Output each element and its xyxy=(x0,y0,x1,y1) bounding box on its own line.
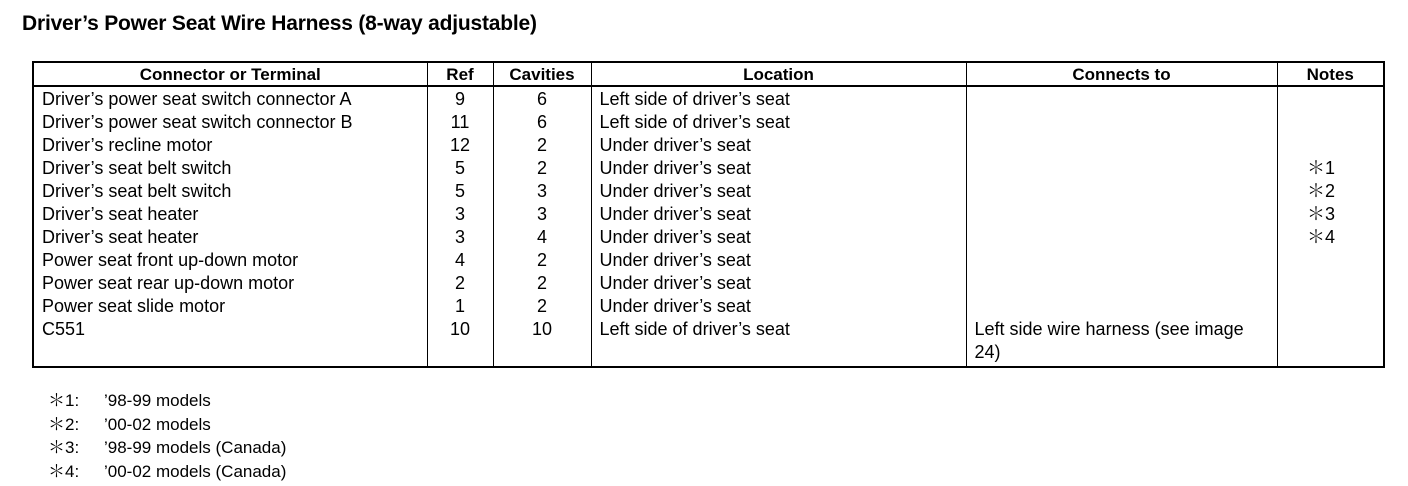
footnote-key: ＊4: xyxy=(48,461,80,481)
cell-ref: 9 xyxy=(427,86,493,111)
cell-ref: 12 xyxy=(427,134,493,157)
cell-connector: Power seat slide motor xyxy=(34,295,427,318)
table-header-row xyxy=(34,63,1383,86)
table-row xyxy=(34,249,1383,272)
cell-cavities: 6 xyxy=(493,111,591,134)
table-row xyxy=(34,86,1383,111)
cell-connects-to xyxy=(966,295,1277,318)
cell-location: Under driver’s seat xyxy=(591,203,966,226)
cell-cavities: 4 xyxy=(493,226,591,249)
cell-connector: Driver’s recline motor xyxy=(34,134,427,157)
cell-notes xyxy=(1277,295,1383,318)
footnote xyxy=(48,413,286,437)
table-row xyxy=(34,157,1383,180)
cell-cavities: 2 xyxy=(493,249,591,272)
cell-notes xyxy=(1277,249,1383,272)
cell-cavities: 3 xyxy=(493,203,591,226)
cell-cavities: 2 xyxy=(493,272,591,295)
cell-location: Under driver’s seat xyxy=(591,249,966,272)
footnote xyxy=(48,460,286,484)
cell-notes xyxy=(1277,272,1383,295)
cell-connector: Driver’s seat heater xyxy=(34,203,427,226)
header-connects-to: Connects to xyxy=(966,63,1277,86)
cell-ref: 11 xyxy=(427,111,493,134)
cell-connector: Power seat rear up-down motor xyxy=(34,272,427,295)
cell-location: Under driver’s seat xyxy=(591,180,966,203)
cell-location: Under driver’s seat xyxy=(591,295,966,318)
footnotes xyxy=(48,389,286,483)
cell-location: Under driver’s seat xyxy=(591,226,966,249)
footnote-text: ’98-99 models (Canada) xyxy=(104,438,287,457)
cell-notes xyxy=(1277,111,1383,134)
cell-connector: Driver’s seat belt switch xyxy=(34,180,427,203)
cell-connector: C551 xyxy=(34,318,427,366)
cell-connector: Power seat front up-down motor xyxy=(34,249,427,272)
harness-table-frame xyxy=(32,61,1385,368)
cell-location: Under driver’s seat xyxy=(591,134,966,157)
table-row xyxy=(34,111,1383,134)
header-cavities: Cavities xyxy=(493,63,591,86)
cell-ref: 5 xyxy=(427,180,493,203)
table-row xyxy=(34,272,1383,295)
cell-ref: 3 xyxy=(427,203,493,226)
cell-connector: Driver’s power seat switch connector A xyxy=(34,86,427,111)
header-connector: Connector or Terminal xyxy=(34,63,427,86)
cell-notes xyxy=(1277,134,1383,157)
cell-ref: 3 xyxy=(427,226,493,249)
cell-notes xyxy=(1277,86,1383,111)
footnote-text: ’00-02 models (Canada) xyxy=(104,461,287,481)
cell-ref: 4 xyxy=(427,249,493,272)
cell-cavities: 2 xyxy=(493,157,591,180)
cell-location: Under driver’s seat xyxy=(591,272,966,295)
footnote-text: ’98-99 models xyxy=(104,391,211,410)
harness-table xyxy=(34,63,1383,366)
table-row xyxy=(34,203,1383,226)
cell-connects-to xyxy=(966,134,1277,157)
cell-connector: Driver’s seat heater xyxy=(34,226,427,249)
cell-ref: 1 xyxy=(427,295,493,318)
cell-notes: ＊2 xyxy=(1306,181,1335,201)
footnote-text: ’00-02 models xyxy=(104,414,211,434)
cell-notes: ＊1 xyxy=(1306,158,1335,178)
table-row xyxy=(34,226,1383,249)
cell-cavities: 10 xyxy=(493,318,591,366)
table-row xyxy=(34,318,1383,366)
cell-connects-to xyxy=(966,157,1277,180)
cell-connects-to: Left side wire harness (see image 24) xyxy=(966,318,1277,366)
footnote xyxy=(48,436,286,460)
footnote-key: ＊2: xyxy=(48,414,80,434)
cell-connector: Driver’s seat belt switch xyxy=(34,157,427,180)
cell-location: Left side of driver’s seat xyxy=(591,111,966,134)
cell-notes: ＊4 xyxy=(1306,227,1335,247)
header-location: Location xyxy=(591,63,966,86)
cell-connects-to xyxy=(966,249,1277,272)
table-body xyxy=(34,86,1383,366)
cell-cavities: 2 xyxy=(493,295,591,318)
cell-connects-to xyxy=(966,86,1277,111)
footnote-key: ＊3: xyxy=(48,438,80,457)
table-row xyxy=(34,295,1383,318)
cell-ref: 2 xyxy=(427,272,493,295)
cell-connects-to xyxy=(966,272,1277,295)
footnote-key: ＊1: xyxy=(48,391,80,410)
cell-connector: Driver’s power seat switch connector B xyxy=(34,111,427,134)
cell-cavities: 6 xyxy=(493,86,591,111)
cell-connects-to xyxy=(966,203,1277,226)
cell-cavities: 3 xyxy=(493,180,591,203)
footnote xyxy=(48,389,286,413)
header-notes: Notes xyxy=(1277,63,1383,86)
cell-ref: 10 xyxy=(427,318,493,366)
cell-connects-to xyxy=(966,111,1277,134)
table-row xyxy=(34,134,1383,157)
cell-location: Left side of driver’s seat xyxy=(591,318,966,366)
header-ref: Ref xyxy=(427,63,493,86)
cell-location: Under driver’s seat xyxy=(591,157,966,180)
cell-location: Left side of driver’s seat xyxy=(591,86,966,111)
cell-notes: ＊3 xyxy=(1306,204,1335,224)
cell-notes xyxy=(1277,318,1383,366)
cell-connects-to xyxy=(966,226,1277,249)
cell-cavities: 2 xyxy=(493,134,591,157)
cell-ref: 5 xyxy=(427,157,493,180)
table-row xyxy=(34,180,1383,203)
cell-connects-to xyxy=(966,180,1277,203)
page-title: Driver’s Power Seat Wire Harness (8-way adjustable) xyxy=(22,12,537,35)
